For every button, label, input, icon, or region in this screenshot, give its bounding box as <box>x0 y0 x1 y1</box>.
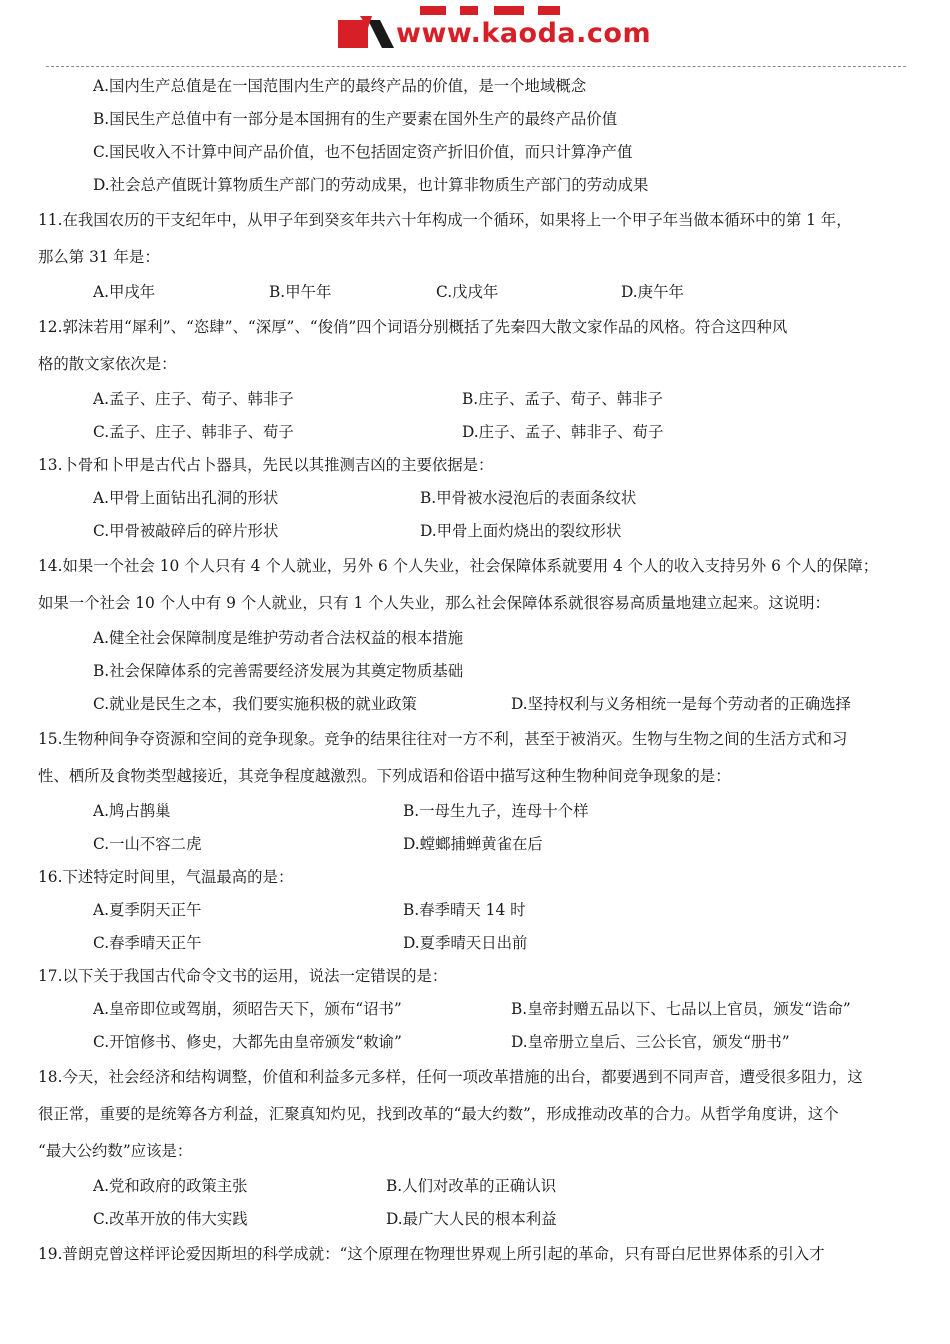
q12-option-b: B.庄子、孟子、荀子、韩非子 <box>462 390 663 408</box>
q14-stem-cont: 如果一个社会 10 个人中有 9 个人就业，只有 1 个人失业，那么社会保障体系就很容易高质量地建立起来。这说明： <box>38 594 830 612</box>
q13-option-a: A.甲骨上面钻出孔洞的形状 <box>93 489 279 507</box>
q17-options-row2 <box>38 1026 908 1059</box>
q15-options-row1 <box>38 795 908 828</box>
q16-stem: 16.下述特定时间里，气温最高的是： <box>38 868 294 886</box>
q17-stem: 17.以下关于我国古代命令文书的运用，说法一定错误的是： <box>38 967 448 985</box>
q10-option-c: C.国民收入不计算中间产品价值，也不包括固定资产折旧价值，而只计算净产值 <box>93 143 633 161</box>
q13-options-row2 <box>38 515 908 548</box>
q12-stem: 12.郭沫若用“犀利”、“恣肆”、“深厚”、“俊俏”四个词语分别概括了先秦四大散文家作品的风格。符合这四种风 <box>38 318 788 336</box>
q12-option-a: A.孟子、庄子、荀子、韩非子 <box>93 390 294 408</box>
q15-options-row2 <box>38 828 908 861</box>
q18-option-b: B.人们对改革的正确认识 <box>386 1177 557 1195</box>
q18-options-row1 <box>38 1170 908 1203</box>
q14-option-c: C.就业是民生之本，我们要实施积极的就业政策 <box>93 695 417 713</box>
q17-option-a: A.皇帝即位或驾崩，须昭告天下，颁布“诏书” <box>93 1000 402 1018</box>
q14-option-d: D.坚持权利与义务相统一是每个劳动者的正确选择 <box>511 695 851 713</box>
header-divider <box>46 66 906 67</box>
q13-option-d: D.甲骨上面灼烧出的裂纹形状 <box>420 522 622 540</box>
q18-option-d: D.最广大人民的根本利益 <box>386 1210 557 1228</box>
q18-stem-cont: 很正常，重要的是统筹各方利益，汇聚真知灼见，找到改革的“最大约数”，形成推动改革的合力。从哲学角度讲，这个 <box>38 1105 839 1123</box>
page-header <box>0 0 950 66</box>
q16-option-c: C.春季晴天正午 <box>93 934 202 952</box>
q11-option-a: A.甲戌年 <box>93 283 156 301</box>
q11-stem-cont: 那么第 31 年是： <box>38 248 160 266</box>
q14-option-b: B.社会保障体系的完善需要经济发展为其奠定物质基础 <box>93 662 464 680</box>
q17-option-c: C.开馆修书、修史，大都先由皇帝颁发“敕谕” <box>93 1033 402 1051</box>
site-url[interactable]: www.kaoda.com <box>396 18 652 49</box>
q16-option-d: D.夏季晴天日出前 <box>403 934 528 952</box>
q12-stem-cont: 格的散文家依次是： <box>38 355 177 373</box>
q10-option-b: B.国民生产总值中有一部分是本国拥有的生产要素在国外生产的最终产品价值 <box>93 110 618 128</box>
q18-option-a: A.党和政府的政策主张 <box>93 1177 248 1195</box>
q17-option-d: D.皇帝册立皇后、三公长官，颁发“册书” <box>511 1033 790 1051</box>
q17-option-b: B.皇帝封赠五品以下、七品以上官员，颁发“诰命” <box>511 1000 851 1018</box>
q15-stem-cont: 性、栖所及食物类型越接近，其竞争程度越激烈。下列成语和俗语中描写这种生物种间竞争现象的是： <box>38 767 731 785</box>
q12-option-c: C.孟子、庄子、韩非子、荀子 <box>93 423 294 441</box>
exam-content <box>38 70 908 1273</box>
q15-option-a: A.鸠占鹊巢 <box>93 802 171 820</box>
q18-option-c: C.改革开放的伟大实践 <box>93 1210 248 1228</box>
q18-options-row2 <box>38 1203 908 1236</box>
q17-options-row1 <box>38 993 908 1026</box>
q16-options-row2 <box>38 927 908 960</box>
q15-option-b: B.一母生九子，连母十个样 <box>403 802 589 820</box>
q16-option-b: B.春季晴天 14 时 <box>403 901 526 919</box>
q10-option-a: A.国内生产总值是在一国范围内生产的最终产品的价值，是一个地域概念 <box>93 77 587 95</box>
q14-stem: 14.如果一个社会 10 个人只有 4 个人就业，另外 6 个人失业，社会保障体系就要用 4 个人的收入支持另外 6 个人的保障； <box>38 557 879 575</box>
q19-stem: 19.普朗克曾这样评论爱因斯坦的科学成就：“这个原理在物理世界观上所引起的革命，只有哥白尼世界体系的引入才 <box>38 1245 825 1263</box>
q13-stem: 13.卜骨和卜甲是古代占卜器具，先民以其推测吉凶的主要依据是： <box>38 456 494 474</box>
q11-stem: 11.在我国农历的干支纪年中，从甲子年到癸亥年共六十年构成一个循环，如果将上一个甲子年当做本循环中的第 1 年， <box>38 211 852 229</box>
q12-options-row1 <box>38 383 908 416</box>
logo-top-graphic <box>420 6 570 16</box>
q18-stem-cont2: “最大公约数”应该是： <box>38 1142 193 1160</box>
q10-option-d: D.社会总产值既计算物质生产部门的劳动成果，也计算非物质生产部门的劳动成果 <box>93 176 649 194</box>
q18-stem: 18.今天，社会经济和结构调整，价值和利益多元多样，任何一项改革措施的出台，都要遇到不同声音，遭受很多阻力，这 <box>38 1068 863 1086</box>
q13-option-c: C.甲骨被敲碎后的碎片形状 <box>93 522 279 540</box>
q11-options <box>38 276 908 309</box>
q14-option-a: A.健全社会保障制度是维护劳动者合法权益的根本措施 <box>93 629 463 647</box>
q12-option-d: D.庄子、孟子、韩非子、荀子 <box>462 423 664 441</box>
q15-option-d: D.螳螂捕蝉黄雀在后 <box>403 835 543 853</box>
q11-option-d: D.庚午年 <box>621 283 684 301</box>
q13-option-b: B.甲骨被水浸泡后的表面条纹状 <box>420 489 637 507</box>
q13-options-row1 <box>38 482 908 515</box>
q12-options-row2 <box>38 416 908 449</box>
q15-option-c: C.一山不容二虎 <box>93 835 202 853</box>
q16-options-row1 <box>38 894 908 927</box>
kaoda-logo-icon <box>338 14 394 48</box>
q15-stem: 15.生物种间争夺资源和空间的竞争现象。竞争的结果往往对一方不利，甚至于被消灭。生物与生物之间的生活方式和习 <box>38 730 848 748</box>
q11-option-b: B.甲午年 <box>269 283 332 301</box>
q16-option-a: A.夏季阴天正午 <box>93 901 202 919</box>
q14-options-row3 <box>38 688 908 721</box>
q11-option-c: C.戊戌年 <box>436 283 499 301</box>
